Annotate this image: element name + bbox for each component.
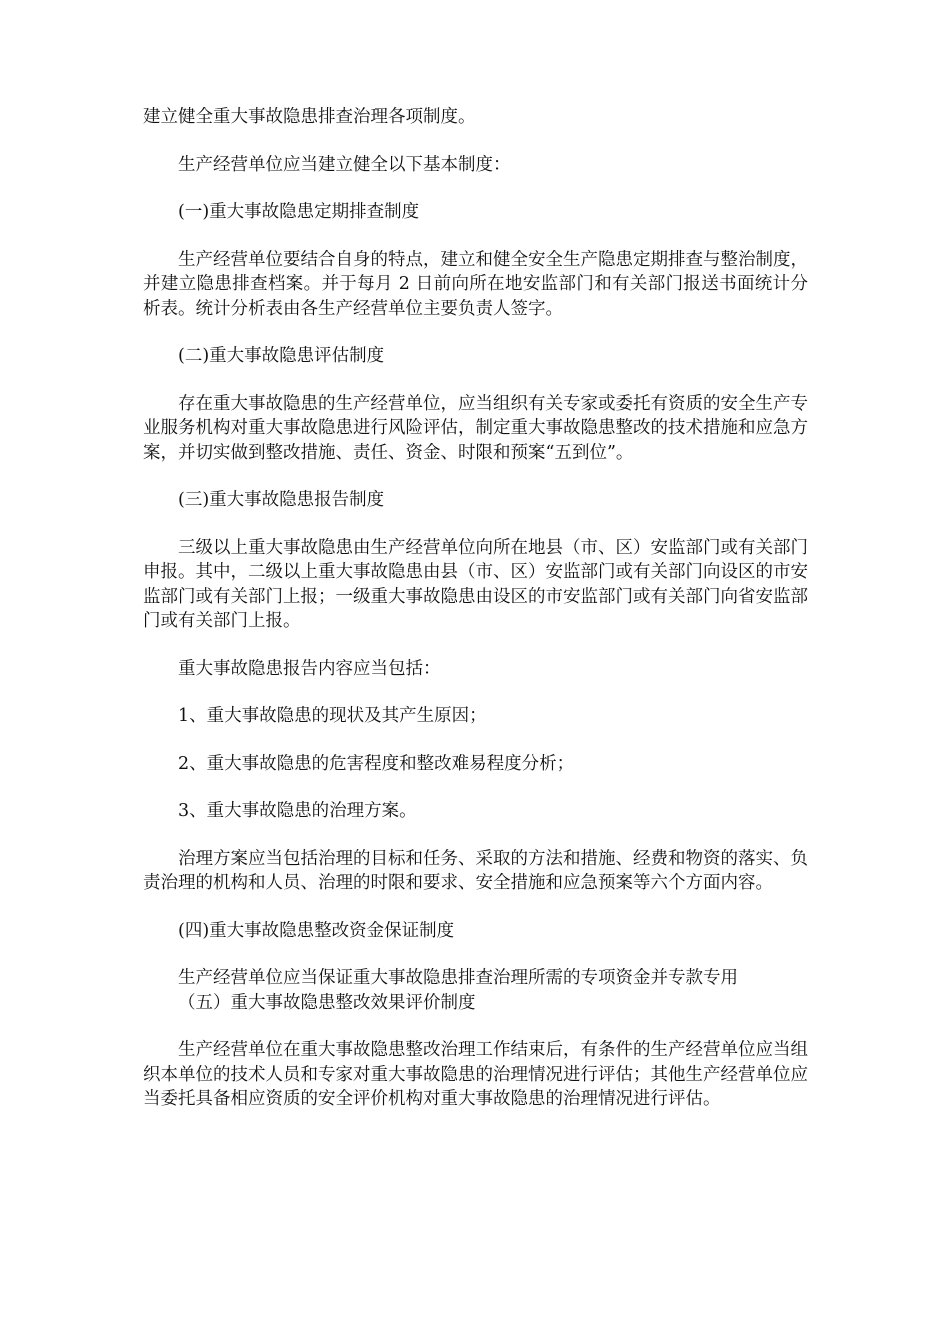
paragraph-7: 治理方案应当包括治理的目标和任务、采取的方法和措施、经费和物资的落实、负责治理的机构和人员、治理的时限和要求、安全措施和应急预案等六个方面内容。: [143, 848, 808, 893]
section-heading-5: （五）重大事故隐患整改效果评价制度: [178, 992, 476, 1013]
section-heading-1: (一)重大事故隐患定期排查制度: [178, 202, 420, 222]
list-item-3: 3、重大事故隐患的治理方案。: [178, 801, 417, 821]
paragraph-6: 重大事故隐患报告内容应当包括：: [178, 658, 441, 679]
paragraph-4: 存在重大事故隐患的生产经营单位，应当组织有关专家或委托有资质的安全生产专业服务机构对重大事故隐患进行风险评估，制定重大事故隐患整改的技术措施和应急方案，并切实做到整改措施、责任、资金、时限和预案“五到位”。: [143, 393, 808, 463]
list-item-2: 2、重大事故隐患的危害程度和整改难易程度分析；: [178, 753, 575, 774]
paragraph-3: 生产经营单位要结合自身的特点，建立和健全安全生产隐患定期排查与整治制度，并建立隐患排查档案。并于每月 2 日前向所在地安监部门和有关部门报送书面统计分析表。统计分析表由各生产经营单位主要负责人签字。: [143, 249, 808, 319]
list-item-1: 1、重大事故隐患的现状及其产生原因；: [178, 706, 487, 726]
section-heading-2: (二)重大事故隐患评估制度: [178, 346, 385, 366]
paragraph-1: 建立健全重大事故隐患排查治理各项制度。: [143, 107, 476, 127]
paragraph-8: 生产经营单位应当保证重大事故隐患排查治理所需的专项资金并专款专用: [178, 968, 738, 988]
paragraph-5: 三级以上重大事故隐患由生产经营单位向所在地县（市、区）安监部门或有关部门申报。其中，二级以上重大事故隐患由县（市、区）安监部门或有关部门向设区的市安监部门或有关部门上报；一级重大事故隐患由设区的市安监部门或有关部门向省安监部门或有关部门上报。: [143, 537, 808, 631]
paragraph-9: 生产经营单位在重大事故隐患整改治理工作结束后，有条件的生产经营单位应当组织本单位的技术人员和专家对重大事故隐患的治理情况进行评估；其他生产经营单位应当委托具备相应资质的安全评价机构对重大事故隐患的治理情况进行评估。: [143, 1040, 808, 1109]
section-heading-4: (四)重大事故隐患整改资金保证制度: [178, 920, 455, 941]
paragraph-2: 生产经营单位应当建立健全以下基本制度：: [178, 154, 511, 175]
section-heading-3: (三)重大事故隐患报告制度: [178, 490, 385, 510]
document-body: [143, 105, 808, 1135]
